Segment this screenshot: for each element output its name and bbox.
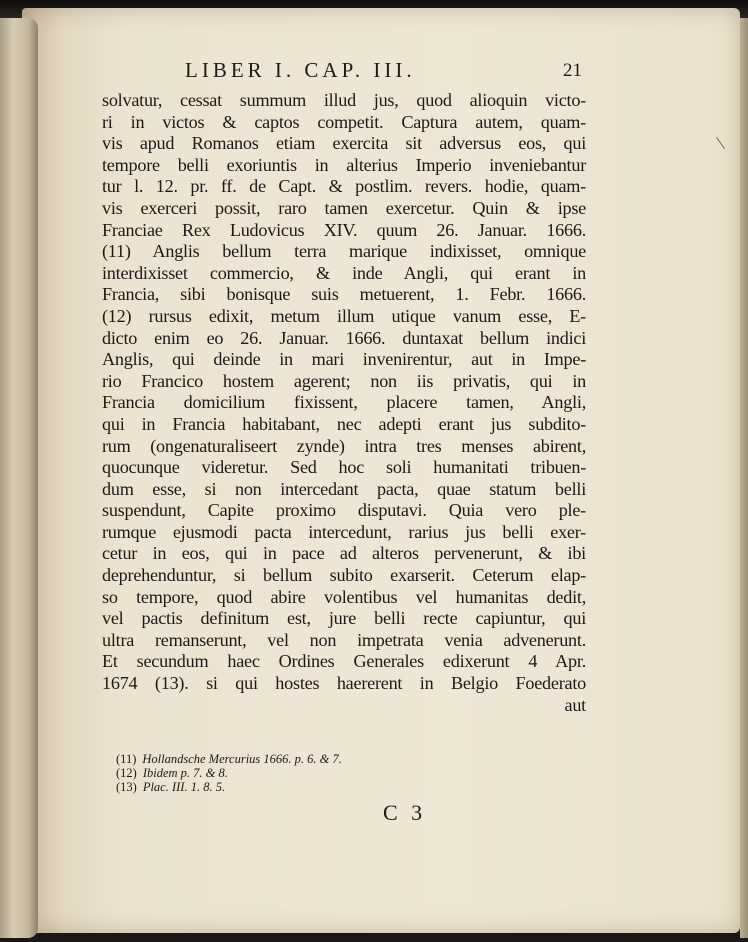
text-line: Francia domicilium fixissent, placere tamen, Angli, — [102, 392, 586, 413]
footnotes — [116, 752, 342, 794]
footnote-mark: (13) — [116, 780, 137, 794]
text-line: tempore belli exoriuntis in alterius Imperio inveniebantur — [102, 154, 586, 175]
text-line: (11) Anglis bellum terra marique indixisset, omnique — [102, 241, 586, 262]
footnote-mark: (11) — [116, 752, 137, 766]
right-page-edge — [740, 18, 748, 938]
text-line: suspendunt, Capite proximo disputavi. Quia vero ple- — [102, 500, 586, 521]
text-line: qui in Francia habitabant, nec adepti erant jus subdito- — [102, 413, 586, 434]
footnote-text: Ibidem p. 7. & 8. — [142, 766, 228, 780]
text-line: Et secundum haec Ordines Generales edixerunt 4 Apr. — [102, 651, 586, 672]
text-line: solvatur, cessat summum illud jus, quod alioquin victo- — [102, 90, 586, 110]
text-line: vis apud Romanos etiam exercita sit adversus eos, qui — [102, 133, 586, 154]
text-line: ri in victos & captos competit. Captura autem, quam- — [102, 111, 586, 132]
text-line: tur l. 12. pr. ff. de Capt. & postlim. revers. hodie, quam- — [102, 176, 586, 197]
text-line: dicto enim eo 26. Januar. 1666. duntaxat bellum indici — [102, 327, 586, 348]
text-line: dum esse, si non intercedant pacta, quae statum belli — [102, 478, 586, 499]
text-line: deprehenduntur, si bellum subito exarserit. Ceterum elap- — [102, 565, 586, 586]
text-line: rio Francico hostem agerent; non iis privatis, qui in — [102, 370, 586, 391]
footnote — [116, 766, 342, 780]
text-line: vel pactis definitum est, jure belli recte capiuntur, qui — [102, 608, 586, 629]
signature-mark: C 3 — [383, 800, 427, 825]
footnote-text: Hollandsche Mercurius 1666. p. 6. & 7. — [142, 752, 342, 766]
left-page-edge — [0, 18, 38, 938]
text-line: interdixisset commercio, & inde Angli, qui erant in — [102, 262, 586, 283]
footnote — [116, 752, 342, 766]
text-line: Francia, sibi bonisque suis metuerent, 1. Febr. 1666. — [102, 284, 586, 305]
text-line: cetur in eos, qui in pace ad alteros pervenerunt, & ibi — [102, 543, 586, 564]
text-line: Franciae Rex Ludovicus XIV. quum 26. Januar. 1666. — [102, 219, 586, 240]
text-line: so tempore, quod abire volentibus vel humanitas dedit, — [102, 586, 586, 607]
text-line: quocunque videretur. Sed hoc soli humanitati tribuen- — [102, 457, 586, 478]
catchword: aut — [564, 694, 586, 715]
text-line: rum (ongenaturaliseert zynde) intra tres menses abirent, — [102, 435, 586, 456]
text-line: 1674 (13). si qui hostes haererent in Belgio Foederato — [102, 673, 586, 694]
text-line: Anglis, qui deinde in mari invenirentur, aut in Impe- — [102, 349, 586, 370]
footnote — [116, 780, 342, 794]
body-text — [102, 90, 586, 716]
text-line: (12) rursus edixit, metum illum utique vanum esse, E- — [102, 305, 586, 326]
running-head: LIBER I. CAP. III. — [185, 58, 416, 82]
text-line: vis exerceri possit, raro tamen exercetur. Quin & ipse — [102, 197, 586, 218]
text-line: rumque ejusmodi pacta intercedunt, rarius jus belli exer- — [102, 521, 586, 542]
footnote-mark: (12) — [116, 766, 137, 780]
footnote-text: Plac. III. 1. 8. 5. — [142, 780, 226, 794]
text-line: ultra remanserunt, vel non impetrata venia advenerunt. — [102, 629, 586, 650]
page-number: 21 — [563, 60, 582, 81]
